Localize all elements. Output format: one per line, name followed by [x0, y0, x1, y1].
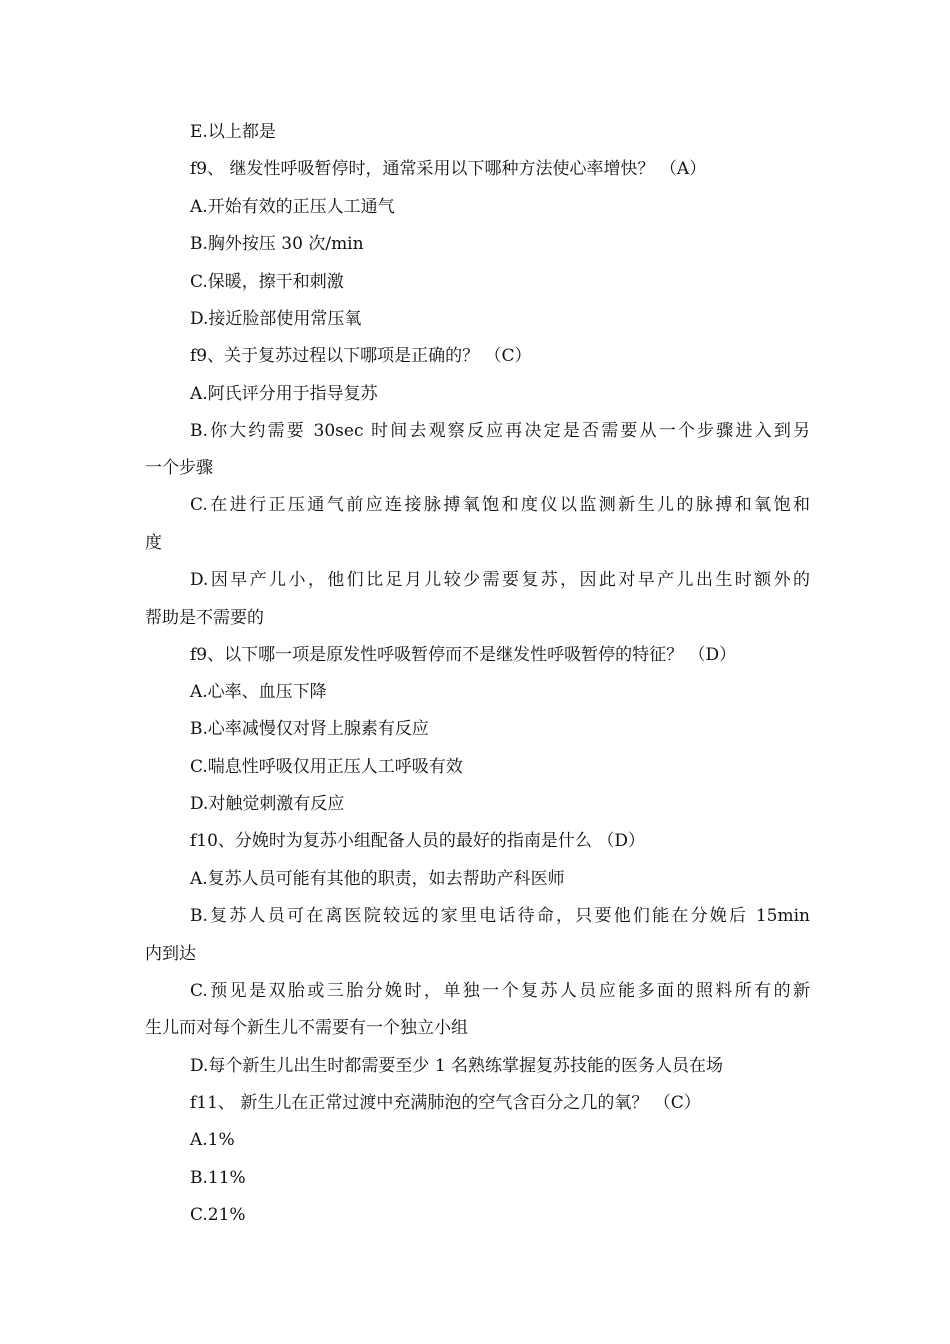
option-line: D.因早产儿小，他们比足月儿较少需要复苏，因此对早产儿出生时额外的: [190, 570, 810, 590]
option-line: C.保暖，擦干和刺激: [190, 272, 344, 292]
question-line: f11、 新生儿在正常过渡中充满肺泡的空气含百分之几的氧？ （C）: [190, 1093, 701, 1113]
question-line: f9、关于复苏过程以下哪项是正确的？ （C）: [190, 346, 532, 366]
option-line: B.胸外按压 30 次/min: [190, 234, 364, 254]
option-continuation-line: 生儿而对每个新生儿不需要有一个独立小组: [145, 1018, 468, 1038]
option-line: D.对触觉刺激有反应: [190, 794, 345, 814]
option-line: D.每个新生儿出生时都需要至少 1 名熟练掌握复苏技能的医务人员在场: [190, 1056, 724, 1076]
option-line: A.复苏人员可能有其他的职责，如去帮助产科医师: [190, 869, 565, 889]
option-line: C.喘息性呼吸仅用正压人工呼吸有效: [190, 757, 463, 777]
option-line: B.心率减慢仅对肾上腺素有反应: [190, 719, 429, 739]
option-line: A.阿氏评分用于指导复苏: [190, 384, 378, 404]
option-line: E.以上都是: [190, 122, 276, 142]
option-line: C.在进行正压通气前应连接脉搏氧饱和度仪以监测新生儿的脉搏和氧饱和: [190, 495, 810, 515]
option-continuation-line: 度: [145, 533, 162, 553]
option-line: B.11%: [190, 1168, 246, 1188]
question-line: f10、分娩时为复苏小组配备人员的最好的指南是什么 （D）: [190, 831, 645, 851]
option-line: D.接近脸部使用常压氧: [190, 309, 362, 329]
option-line: C.预见是双胎或三胎分娩时，单独一个复苏人员应能多面的照料所有的新: [190, 981, 810, 1001]
option-line: A.开始有效的正压人工通气: [190, 197, 395, 217]
option-line: B.你大约需要 30sec 时间去观察反应再决定是否需要从一个步骤进入到另: [190, 421, 810, 441]
option-continuation-line: 内到达: [145, 944, 196, 964]
option-continuation-line: 一个步骤: [145, 458, 213, 478]
question-line: f9、 继发性呼吸暂停时，通常采用以下哪种方法使心率增快？ （A）: [190, 159, 707, 179]
question-line: f9、以下哪一项是原发性呼吸暂停而不是继发性呼吸暂停的特征？ （D）: [190, 645, 737, 665]
option-continuation-line: 帮助是不需要的: [145, 608, 264, 628]
option-line: B.复苏人员可在离医院较远的家里电话待命，只要他们能在分娩后 15min: [190, 906, 810, 926]
option-line: A.1%: [190, 1130, 235, 1150]
option-line: A.心率、血压下降: [190, 682, 327, 702]
option-line: C.21%: [190, 1205, 246, 1225]
